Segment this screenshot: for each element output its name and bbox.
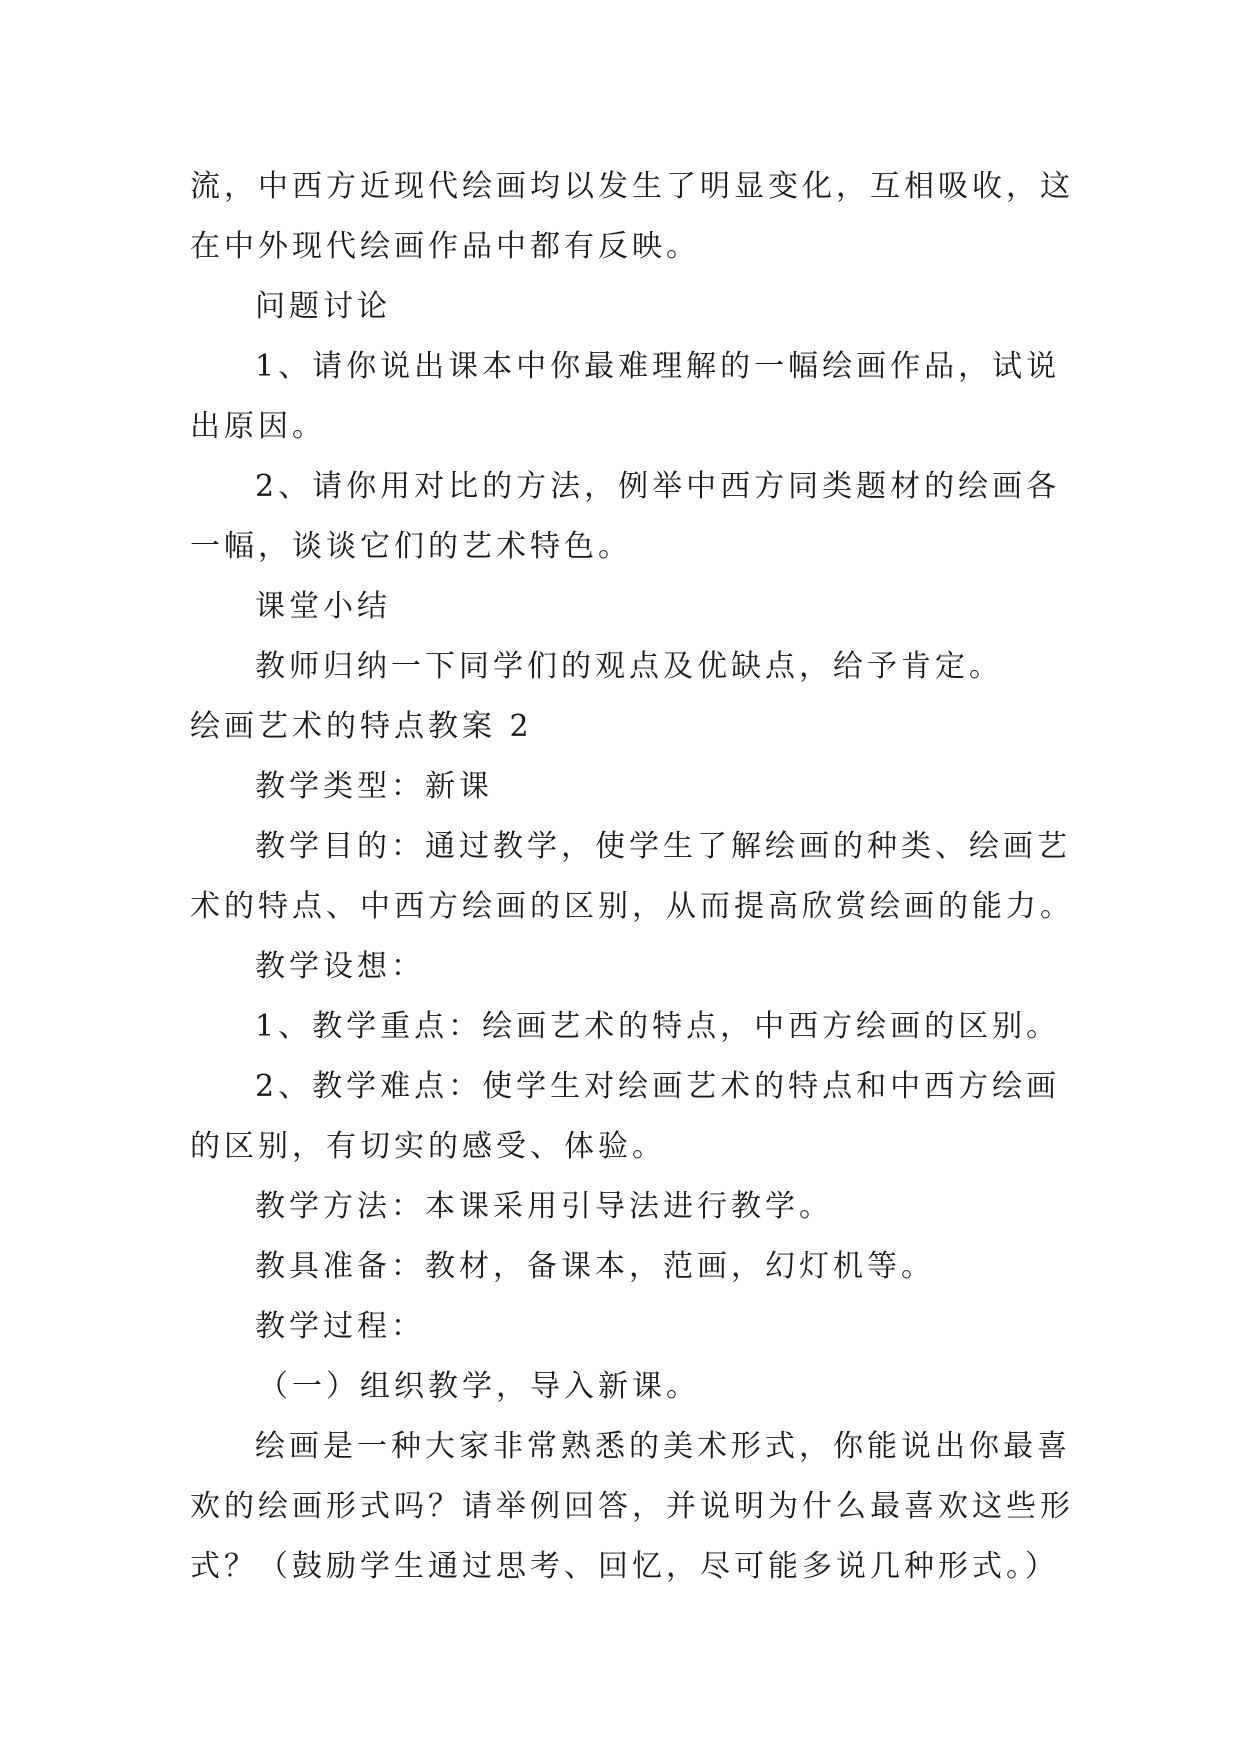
text-line: （一）组织教学，导入新课。 — [258, 1369, 700, 1404]
section-heading: 课堂小结 — [255, 589, 391, 624]
text-line: 一幅，谈谈它们的艺术特色。 — [190, 529, 632, 564]
text-line: 1、请你说出课本中你最难理解的一幅绘画作品，试说 — [255, 349, 1061, 384]
text-line: 式？（鼓励学生通过思考、回忆，尽可能多说几种形式。） — [190, 1549, 1059, 1584]
text-line: 在中外现代绘画作品中都有反映。 — [190, 229, 700, 264]
text-line: 1、教学重点：绘画艺术的特点，中西方绘画的区别。 — [255, 1009, 1061, 1044]
text-line: 教学设想： — [255, 949, 425, 984]
text-line: 2、请你用对比的方法，例举中西方同类题材的绘画各 — [255, 469, 1061, 504]
text-line: 教学方法：本课采用引导法进行教学。 — [255, 1189, 833, 1224]
text-line: 术的特点、中西方绘画的区别，从而提高欣赏绘画的能力。 — [190, 889, 1074, 924]
text-line: 流，中西方近现代绘画均以发生了明显变化，互相吸收，这 — [190, 169, 1074, 204]
text-line: 欢的绘画形式吗？请举例回答，并说明为什么最喜欢这些形 — [190, 1489, 1074, 1524]
text-line: 出原因。 — [190, 409, 326, 444]
text-line: 教师归纳一下同学们的观点及优缺点，给予肯定。 — [255, 649, 1003, 684]
text-line: 教学过程： — [255, 1309, 425, 1344]
text-line: 教学类型：新课 — [255, 769, 493, 804]
text-line: 教具准备：教材，备课本，范画，幻灯机等。 — [255, 1249, 935, 1284]
text-line: 绘画是一种大家非常熟悉的美术形式，你能说出你最喜 — [255, 1429, 1071, 1464]
text-line: 2、教学难点：使学生对绘画艺术的特点和中西方绘画 — [255, 1069, 1061, 1104]
text-line: 的区别，有切实的感受、体验。 — [190, 1129, 666, 1164]
document-title: 绘画艺术的特点教案 2 — [190, 709, 533, 744]
text-line: 教学目的：通过教学，使学生了解绘画的种类、绘画艺 — [255, 829, 1071, 864]
section-heading: 问题讨论 — [255, 289, 391, 324]
